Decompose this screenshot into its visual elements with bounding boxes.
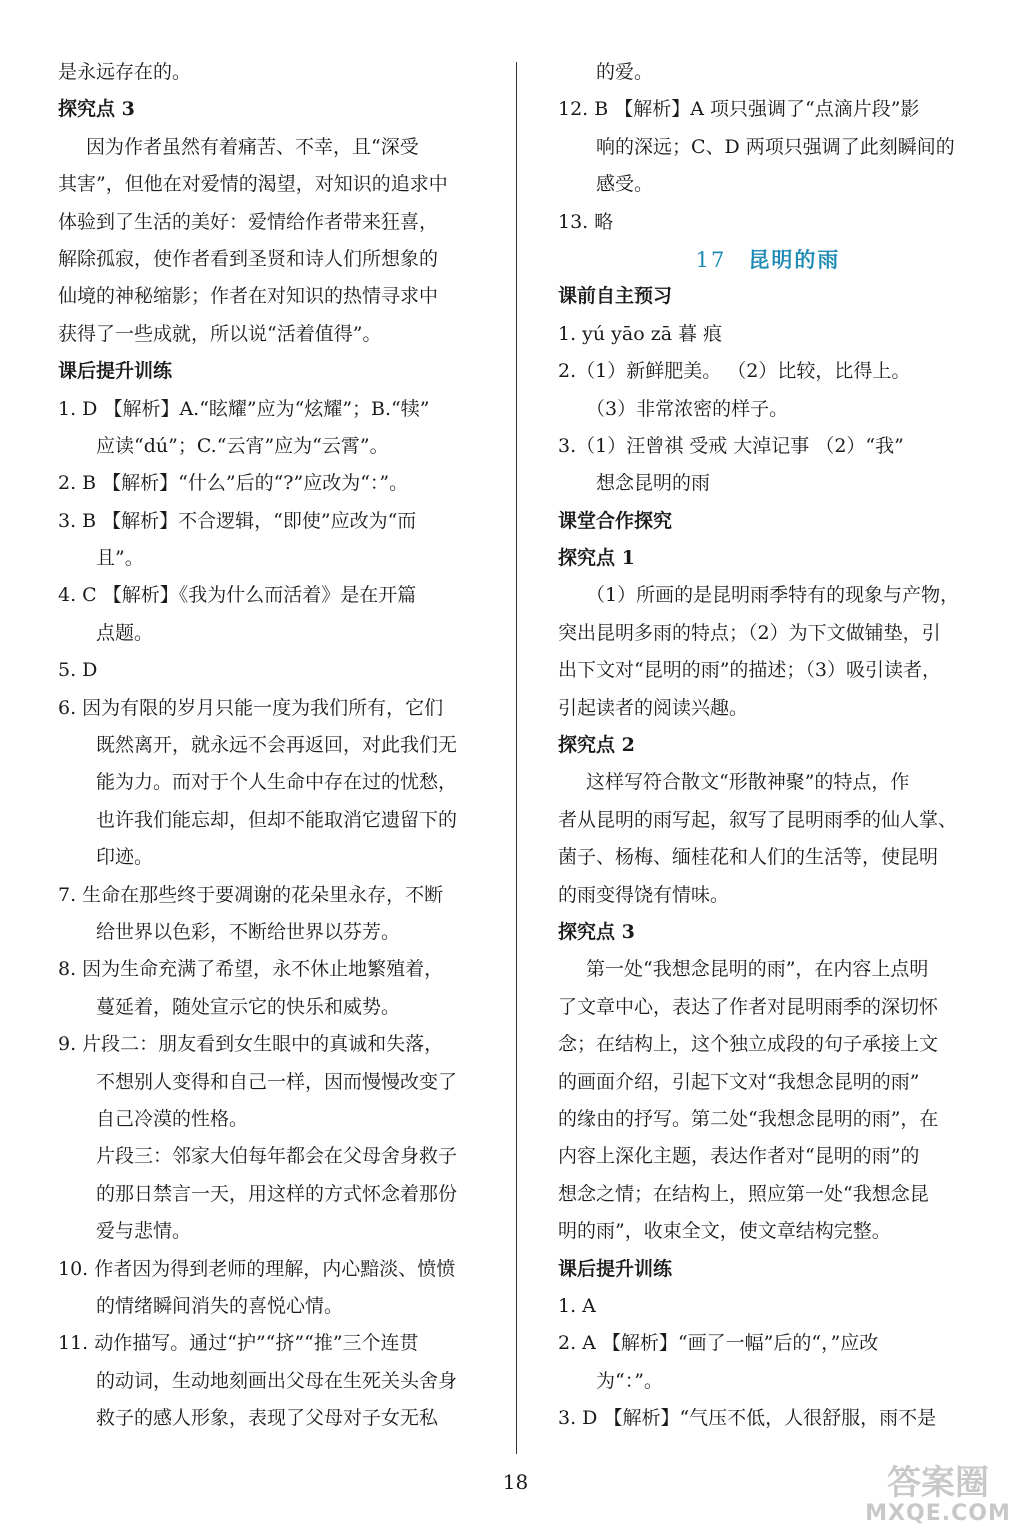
paragraph-line: 明的雨”，收束全文，使文章结构完整。: [558, 1220, 891, 1243]
answer-continuation: 应读“dú”；C.“云宵”应为“云霄”。: [96, 434, 389, 457]
answer-continuation: 片段三：邻家大伯每年都会在父母舍身救子: [96, 1145, 458, 1168]
answer-item: 3. B 【解析】不合逻辑，“即使”应改为“而: [58, 509, 417, 532]
answer-continuation: 点题。: [96, 621, 154, 644]
watermark-logo: [858, 1464, 1018, 1530]
answer-continuation: 印迹。: [96, 846, 154, 869]
answer-continuation: 为“：”。: [596, 1369, 663, 1392]
answer-item: 13. 略: [558, 210, 614, 233]
answer-item: 3.（1）汪曾祺 受戒 大淖记事 （2）“我”: [558, 434, 904, 457]
answer-continuation: 且”。: [96, 547, 144, 570]
page-number: 18: [502, 1470, 529, 1494]
text-line: 是永远存在的。: [58, 61, 192, 83]
answer-continuation: 感受。: [596, 173, 654, 196]
paragraph-line: 者从昆明的雨写起，叙写了昆明雨季的仙人掌、: [558, 808, 958, 831]
answer-item: 11. 动作描写。通过“护”“挤”“推”三个连贯: [58, 1332, 419, 1355]
answer-item: 2. A 【解析】“画了一幅”后的“，”应改: [558, 1332, 879, 1355]
answer-item: 1. D 【解析】A.“眩耀”应为“炫耀”；B.“犊”: [58, 397, 430, 420]
paragraph-line: 菌子、杨梅、缅桂花和人们的生活等，使昆明: [558, 846, 939, 869]
lesson-number: 17: [695, 247, 727, 272]
answer-item: 3. D 【解析】“气压不低，人很舒服，雨不是: [558, 1407, 937, 1430]
answer-continuation: 既然离开，就永远不会再返回，对此我们无: [96, 734, 458, 757]
answer-continuation: 蔓延着，随处宣示它的快乐和威势。: [96, 995, 401, 1018]
answer-item: 9. 片段二：朋友看到女生眼中的真诚和失落，: [58, 1033, 444, 1056]
answer-item: 1. yú yāo zā 暮 痕: [558, 322, 723, 345]
section-heading: 探究点 3: [558, 920, 635, 943]
paragraph-line: 的画面介绍，引起下文对“我想念昆明的雨”: [558, 1070, 920, 1093]
paragraph-line: 其害”，但他在对爱情的渴望，对知识的追求中: [58, 173, 448, 196]
paragraph-line: 体验到了生活的美好：爱情给作者带来狂喜，: [58, 210, 439, 233]
answer-continuation: 的那日禁言一天，用这样的方式怀念着那份: [96, 1182, 458, 1205]
answer-continuation: 能为力。而对于个人生命中存在过的忧愁，: [96, 771, 458, 794]
left-column: [58, 54, 478, 1437]
answer-continuation: （3）非常浓密的样子。: [586, 397, 789, 420]
answer-item: 8. 因为生命充满了希望，永不休止地繁殖着，: [58, 958, 444, 981]
answer-item: 4. C 【解析】《我为什么而活着》是在开篇: [58, 584, 417, 607]
paragraph-line: 第一处“我想念昆明的雨”，在内容上点明: [586, 958, 929, 981]
paragraph-line: 引起读者的阅读兴趣。: [558, 696, 749, 719]
section-heading: 探究点 2: [558, 734, 635, 757]
answer-continuation: 想念昆明的雨: [596, 472, 711, 495]
answer-continuation: 自己冷漠的性格。: [96, 1107, 249, 1130]
paragraph-line: 想念之情；在结构上，照应第一处“我想念昆: [558, 1182, 929, 1205]
answer-continuation: 给世界以色彩，不断给世界以芬芳。: [96, 920, 401, 943]
section-heading: 课后提升训练: [58, 360, 173, 383]
paragraph-line: 获得了一些成就，所以说“活着值得”。: [58, 322, 382, 345]
answer-continuation: 的动词，生动地刻画出父母在生死关头舍身: [96, 1369, 458, 1392]
paragraph-line: （1）所画的是昆明雨季特有的现象与产物，: [586, 584, 960, 607]
answer-continuation: 也许我们能忘却，但却不能取消它遗留下的: [96, 808, 458, 831]
answer-continuation: 响的深远；C、D 两项只强调了此刻瞬间的: [596, 135, 955, 158]
section-heading: 探究点 3: [58, 98, 135, 121]
right-column: [558, 54, 978, 1437]
paragraph-line: 突出昆明多雨的特点；（2）为下文做铺垫，引: [558, 621, 941, 644]
section-heading: 探究点 1: [558, 547, 635, 570]
paragraph-line: 这样写符合散文“形散神聚”的特点，作: [586, 771, 910, 794]
section-heading: 课前自主预习: [558, 285, 673, 308]
answer-item: 2.（1）新鲜肥美。 （2）比较，比得上。: [558, 360, 911, 383]
watermark-text: 答案圈: [887, 1463, 989, 1503]
section-heading: 课后提升训练: [558, 1257, 673, 1280]
paragraph-line: 解除孤寂，使作者看到圣贤和诗人们所想象的: [58, 247, 439, 270]
answer-item: 12. B 【解析】A 项只强调了“点滴片段”影: [558, 98, 920, 121]
answer-item: 10. 作者因为得到老师的理解，内心黯淡、愤愤: [58, 1257, 456, 1280]
watermark-domain: MXQE.COM: [865, 1501, 1011, 1526]
section-heading: 课堂合作探究: [558, 509, 673, 532]
lesson-title: [558, 241, 978, 278]
answer-item: 7. 生命在那些终于要凋谢的花朵里永存，不断: [58, 883, 444, 906]
answer-item: 2. B 【解析】“什么”后的“?”应改为“：”。: [58, 472, 409, 495]
answer-continuation: 的爱。: [596, 61, 654, 83]
paragraph-line: 出下文对“昆明的雨”的描述；（3）吸引读者，: [558, 659, 942, 682]
answer-item: 5. D: [58, 659, 98, 682]
paragraph-line: 因为作者虽然有着痛苦、不幸，且“深受: [86, 135, 419, 158]
paragraph-line: 仙境的神秘缩影；作者在对知识的热情寻求中: [58, 285, 439, 308]
paragraph-line: 的雨变得饶有情味。: [558, 883, 730, 906]
answer-item: 1. A: [558, 1294, 596, 1317]
answer-continuation: 爱与悲情。: [96, 1220, 192, 1243]
lesson-name: 昆明的雨: [748, 246, 841, 272]
paragraph-line: 内容上深化主题，表达作者对“昆明的雨”的: [558, 1145, 920, 1168]
answer-continuation: 救子的感人形象，表现了父母对子女无私: [96, 1407, 439, 1430]
answer-continuation: 不想别人变得和自己一样，因而慢慢改变了: [96, 1070, 458, 1093]
paragraph-line: 了文章中心，表达了作者对昆明雨季的深切怀: [558, 995, 939, 1018]
column-divider: [516, 62, 517, 1454]
answer-continuation: 的情绪瞬间消失的喜悦心情。: [96, 1294, 344, 1317]
answer-item: 6. 因为有限的岁月只能一度为我们所有，它们: [58, 696, 444, 719]
paragraph-line: 的缘由的抒写。第二处“我想念昆明的雨”，在: [558, 1107, 939, 1130]
paragraph-line: 念；在结构上，这个独立成段的句子承接上文: [558, 1033, 939, 1056]
